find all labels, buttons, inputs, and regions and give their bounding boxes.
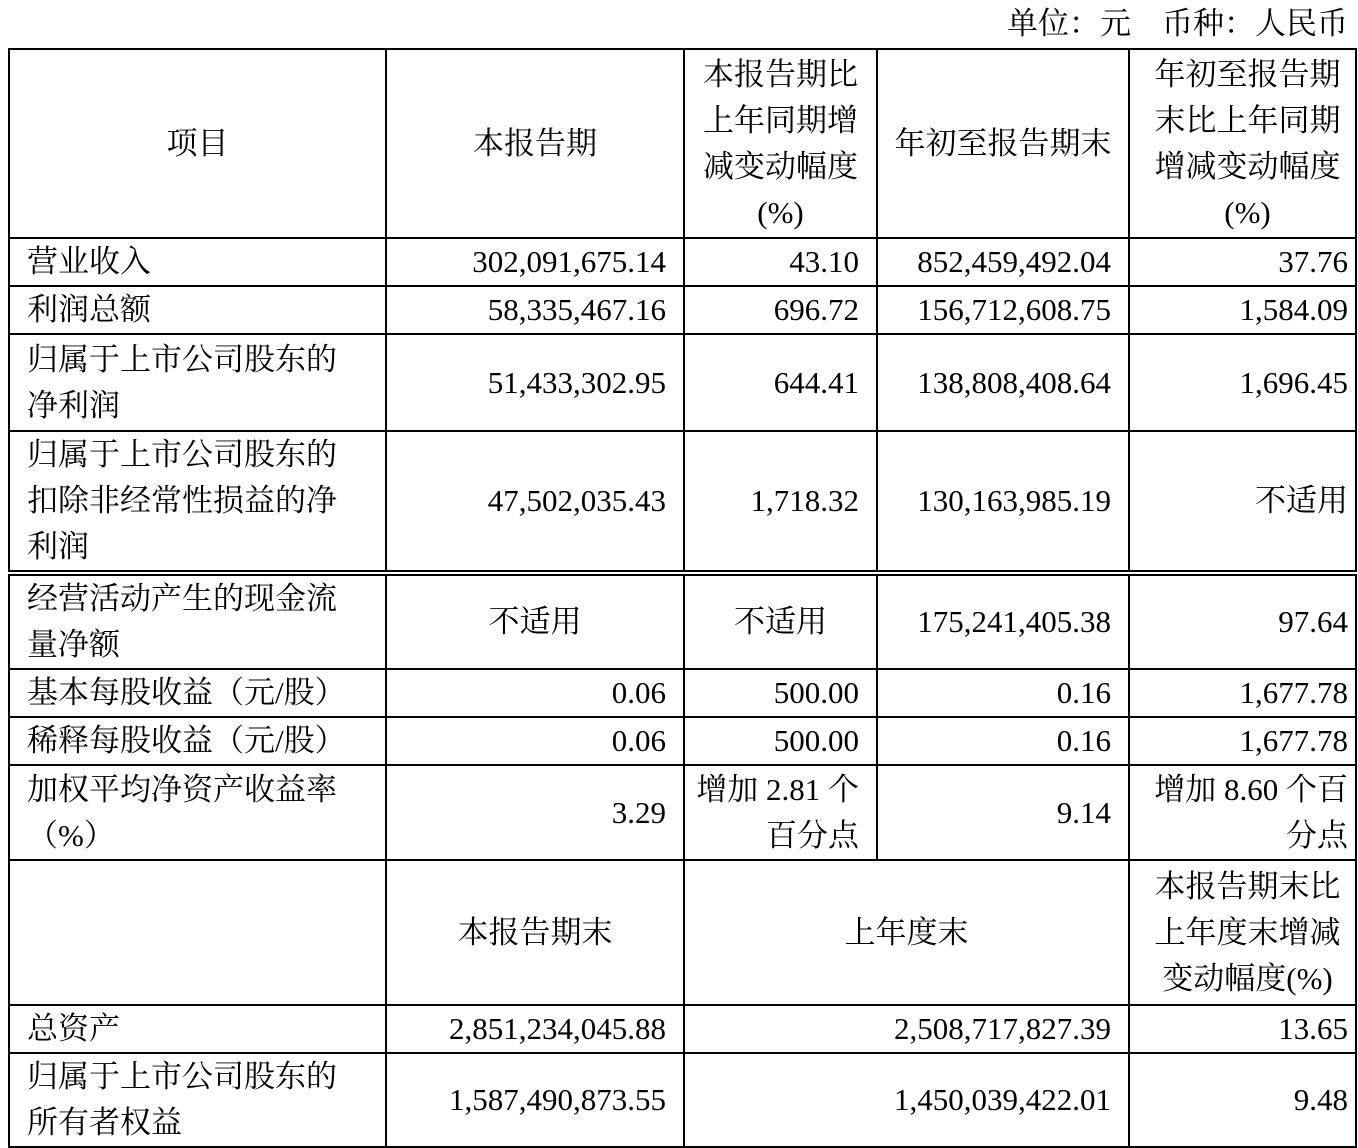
header-current-period-yoy: 本报告期比上年同期增减变动幅度(%) — [684, 49, 877, 238]
row-net-profit-attributable — [9, 334, 1356, 431]
unit-currency-note: 单位：元 币种：人民币 — [1007, 6, 1348, 41]
current-period-yoy-change: 不适用 — [684, 573, 877, 669]
current-period-value: 47,502,035.43 — [386, 431, 684, 573]
item-label: 总资产 — [9, 1005, 386, 1053]
current-period-value: 58,335,467.16 — [386, 286, 684, 334]
row-operating-revenue — [9, 238, 1356, 286]
ytd-yoy-change: 不适用 — [1129, 431, 1356, 573]
ytd-value: 138,808,408.64 — [877, 334, 1129, 431]
current-period-yoy-change: 696.72 — [684, 286, 877, 334]
ytd-value: 0.16 — [877, 669, 1129, 717]
item-label: 归属于上市公司股东的净利润 — [9, 334, 386, 431]
current-period-value: 302,091,675.14 — [386, 238, 684, 286]
row-basic-eps — [9, 669, 1356, 717]
item-label: 经营活动产生的现金流量净额 — [9, 573, 386, 669]
header-ytd: 年初至报告期末 — [877, 49, 1129, 238]
ytd-value: 9.14 — [877, 765, 1129, 860]
ytd-yoy-change: 1,677.78 — [1129, 669, 1356, 717]
header-item: 项目 — [9, 49, 386, 238]
current-period-yoy-change: 500.00 — [684, 669, 877, 717]
item-label: 归属于上市公司股东的所有者权益 — [9, 1053, 386, 1147]
table-header-row — [9, 49, 1356, 238]
current-period-value: 3.29 — [386, 765, 684, 860]
row-total-profit — [9, 286, 1356, 334]
header-period-end: 本报告期末 — [386, 860, 684, 1005]
item-label: 稀释每股收益（元/股） — [9, 717, 386, 765]
ytd-yoy-change: 37.76 — [1129, 238, 1356, 286]
row-equity-attributable — [9, 1053, 1356, 1147]
ytd-yoy-change: 1,584.09 — [1129, 286, 1356, 334]
ytd-value: 0.16 — [877, 717, 1129, 765]
current-period-value: 51,433,302.95 — [386, 334, 684, 431]
current-period-value: 不适用 — [386, 573, 684, 669]
ytd-yoy-change: 1,696.45 — [1129, 334, 1356, 431]
row-total-assets — [9, 1005, 1356, 1053]
header-ytd-yoy: 年初至报告期末比上年同期增减变动幅度(%) — [1129, 49, 1356, 238]
period-end-value: 1,587,490,873.55 — [386, 1053, 684, 1147]
ytd-yoy-change: 97.64 — [1129, 573, 1356, 669]
ytd-yoy-change: 1,677.78 — [1129, 717, 1356, 765]
period-end-value: 2,851,234,045.88 — [386, 1005, 684, 1053]
ytd-value: 130,163,985.19 — [877, 431, 1129, 573]
prior-year-end-value: 2,508,717,827.39 — [684, 1005, 1129, 1053]
balance-header-item-empty — [9, 860, 386, 1005]
ytd-value: 156,712,608.75 — [877, 286, 1129, 334]
ytd-yoy-change: 增加 8.60 个百分点 — [1129, 765, 1356, 860]
key-financial-data-table — [8, 48, 1357, 1148]
item-label: 利润总额 — [9, 286, 386, 334]
current-period-yoy-change: 43.10 — [684, 238, 877, 286]
ytd-value: 175,241,405.38 — [877, 573, 1129, 669]
item-label: 归属于上市公司股东的扣除非经常性损益的净利润 — [9, 431, 386, 573]
item-label: 基本每股收益（元/股） — [9, 669, 386, 717]
header-period-end-vs-prior-year-change: 本报告期末比上年度末增减变动幅度(%) — [1129, 860, 1356, 1005]
current-period-yoy-change: 1,718.32 — [684, 431, 877, 573]
current-period-yoy-change: 500.00 — [684, 717, 877, 765]
row-operating-cash-flow — [9, 573, 1356, 669]
row-net-profit-excl-nonrecurring — [9, 431, 1356, 573]
period-end-vs-prior-year-change: 9.48 — [1129, 1053, 1356, 1147]
balance-header-row — [9, 860, 1356, 1005]
current-period-yoy-change: 644.41 — [684, 334, 877, 431]
period-end-vs-prior-year-change: 13.65 — [1129, 1005, 1356, 1053]
item-label: 营业收入 — [9, 238, 386, 286]
current-period-yoy-change: 增加 2.81 个百分点 — [684, 765, 877, 860]
header-prior-year-end: 上年度末 — [684, 860, 1129, 1005]
prior-year-end-value: 1,450,039,422.01 — [684, 1053, 1129, 1147]
row-diluted-eps — [9, 717, 1356, 765]
current-period-value: 0.06 — [386, 717, 684, 765]
current-period-value: 0.06 — [386, 669, 684, 717]
row-weighted-roe — [9, 765, 1356, 860]
header-current-period: 本报告期 — [386, 49, 684, 238]
item-label: 加权平均净资产收益率（%） — [9, 765, 386, 860]
ytd-value: 852,459,492.04 — [877, 238, 1129, 286]
